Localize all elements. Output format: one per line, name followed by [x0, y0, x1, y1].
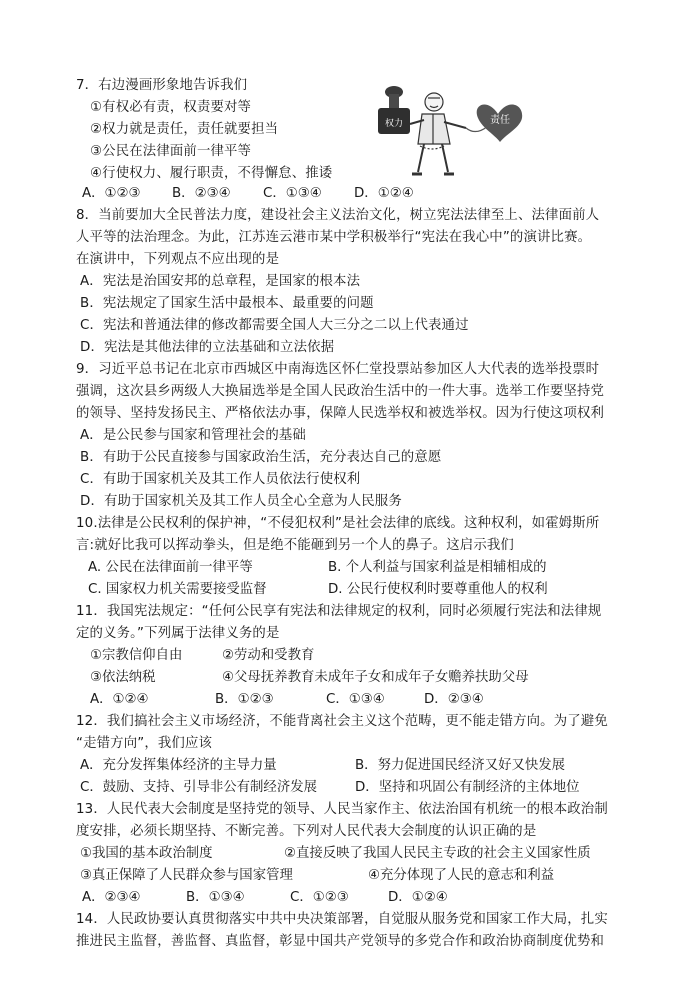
q13-item-3: ③真正保障了人民群众参与国家管理	[80, 868, 293, 883]
q9-option-a: A．是公民参与国家和管理社会的基础	[80, 428, 306, 443]
q8-option-d: D．宪法是其他法律的立法基础和立法依据	[80, 340, 335, 355]
q7-stem: 7．右边漫画形象地告诉我们	[76, 78, 248, 93]
heart-icon	[477, 104, 522, 142]
q10-option-b: B. 个人利益与国家利益是相辅相成的	[328, 560, 547, 575]
q10-stem-line-1: 10.法律是公民权利的保护神，“不侵犯权利”是社会法律的底线。这种权利，如霍姆斯所	[76, 516, 600, 531]
q9-stem-line-1: 9．习近平总书记在北京市西城区中南海选区怀仁堂投票站参加区人大代表的选举投票时	[76, 362, 600, 377]
q13-choice-c: C．①②③	[290, 890, 349, 905]
q7-item-3: ③公民在法律面前一律平等	[90, 144, 252, 159]
q10-option-a: A. 公民在法律面前一律平等	[88, 560, 253, 575]
q11-choice-c: C．①③④	[326, 692, 385, 707]
q12-option-a: A．充分发挥集体经济的主导力量	[80, 758, 277, 773]
q7-choice-b: B．②③④	[172, 186, 231, 201]
q11-choice-a: A．①②④	[90, 692, 149, 707]
q12-stem-line-2: “走错方向”，我们应该	[76, 736, 213, 751]
q7-choice-c: C．①③④	[263, 186, 322, 201]
q12-stem-line-1: 12．我们搞社会主义市场经济，不能背离社会主义这个范畴，更不能走错方向。为了避免	[76, 714, 608, 729]
q8-stem-line-1: 8．当前要加大全民普法力度，建设社会主义法治文化，树立宪法法律至上、法律面前人	[76, 208, 600, 223]
q7-item-1: ①有权必有责，权责要对等	[90, 100, 252, 115]
q13-choice-b: B．①③④	[186, 890, 245, 905]
q9-option-c: C．有助于国家机关及其工作人员依法行使权利	[80, 472, 361, 487]
q7-choice-d: D．①②④	[354, 186, 414, 201]
q11-item-2: ②劳动和受教育	[222, 648, 315, 663]
q12-option-d: D．坚持和巩固公有制经济的主体地位	[355, 780, 580, 795]
q11-choice-d: D．②③④	[424, 692, 484, 707]
q14-stem-line-1: 14．人民政协要认真贯彻落实中共中央决策部署，自觉服从服务党和国家工作大局，扎实	[76, 912, 608, 927]
q13-stem-line-1: 13．人民代表大会制度是坚持党的领导、人民当家作主、依法治国有机统一的根本政治制	[76, 802, 608, 817]
q13-choice-a: A．②③④	[82, 890, 141, 905]
official-figure-icon	[410, 93, 466, 174]
q13-item-2: ②直接反映了我国人民民主专政的社会主义国家性质	[284, 846, 591, 861]
q7-item-2: ②权力就是责任，责任就要担当	[90, 122, 279, 137]
q9-stem-line-2: 强调，这次县乡两级人大换届选举是全国人民政治生活中的一件大事。选举工作要坚持党	[76, 384, 605, 399]
q11-choice-b: B．①②③	[215, 692, 274, 707]
q12-option-c: C．鼓励、支持、引导非公有制经济发展	[80, 780, 317, 795]
q8-option-c: C．宪法和普通法律的修改都需要全国人大三分之二以上代表通过	[80, 318, 469, 333]
q7-choice-a: A．①②③	[82, 186, 141, 201]
q11-item-4: ④父母抚养教育未成年子女和成年子女赡养扶助父母	[222, 670, 529, 685]
q13-item-4: ④充分体现了人民的意志和利益	[368, 868, 555, 883]
q14-stem-line-2: 推进民主监督，善监督、真监督，彰显中国共产党领导的多党合作和政治协商制度优势和	[76, 934, 605, 949]
q9-stem-line-3: 的领导、坚持发扬民主、严格依法办事，保障人民选举权和被选举权。因为行使这项权利	[76, 406, 605, 421]
q13-choice-d: D．①②④	[388, 890, 448, 905]
power-label: 权力	[384, 119, 404, 129]
q8-option-b: B．宪法规定了国家生活中最根本、最重要的问题	[80, 296, 374, 311]
q13-stem-line-2: 度安排，必须长期坚持、不断完善。下列对人民代表大会制度的认识正确的是	[76, 824, 537, 839]
q12-option-b: B．努力促进国民经济又好又快发展	[355, 758, 566, 773]
q11-item-3: ③依法纳税	[90, 670, 156, 685]
q8-stem-line-3: 在演讲中，下列观点不应出现的是	[76, 252, 280, 267]
q9-option-b: B．有助于公民直接参与国家政治生活，充分表达自己的意愿	[80, 450, 442, 465]
q9-option-d: D．有助于国家机关及其工作人员全心全意为人民服务	[80, 494, 402, 509]
q8-stem-line-2: 人平等的法治理念。为此，江苏连云港市某中学积极举行“宪法在我心中”的演讲比赛。	[76, 230, 592, 245]
q11-stem-line-2: 定的义务。”下列属于法律义务的是	[76, 626, 280, 641]
q11-stem-line-1: 11．我国宪法规定：“任何公民享有宪法和法律规定的权利，同时必须履行宪法和法律规	[76, 604, 602, 619]
q10-option-c: C. 国家权力机关需要接受监督	[88, 582, 267, 597]
q7-item-4: ④行使权力、履行职责，不得懈怠、推诿	[90, 166, 333, 181]
q10-stem-line-2: 言:就好比我可以挥动拳头，但是绝不能砸到另一个人的鼻子。这启示我们	[76, 538, 514, 553]
q8-option-a: A．宪法是治国安邦的总章程，是国家的根本法	[80, 274, 361, 289]
duty-label: 责任	[490, 115, 510, 126]
q13-item-1: ①我国的基本政治制度	[80, 846, 213, 861]
stamp-icon	[378, 86, 410, 134]
power-responsibility-cartoon	[372, 84, 524, 188]
q11-item-1: ①宗教信仰自由	[90, 648, 183, 663]
q10-option-d: D. 公民行使权利时要尊重他人的权利	[328, 582, 548, 597]
